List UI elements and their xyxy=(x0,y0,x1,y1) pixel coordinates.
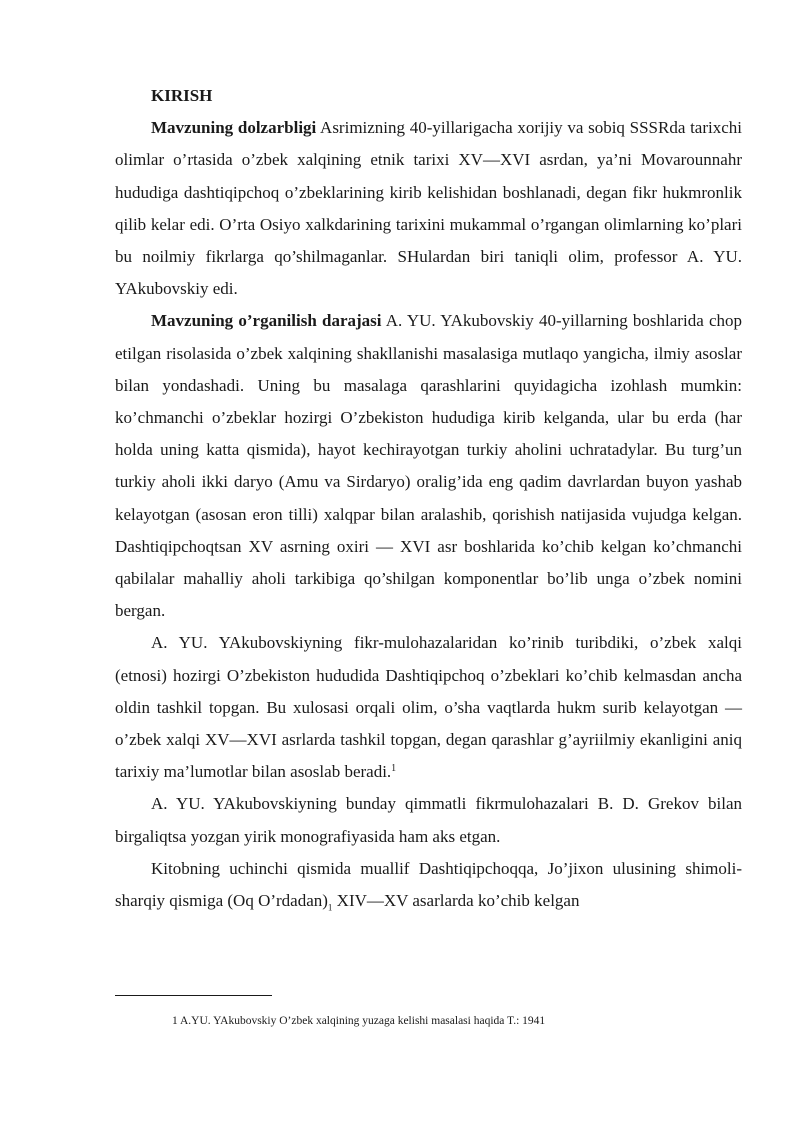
paragraph-conclusions xyxy=(115,627,742,788)
footnote: 1 A.YU. YAkubovskiy O’zbek xalqining yuzaga kelishi masalasi haqida T.: 1941 xyxy=(172,1015,546,1027)
inline-mark: 1 xyxy=(327,902,333,913)
paragraph-relevance xyxy=(115,112,742,305)
paragraph-book-part xyxy=(115,853,742,924)
document-body xyxy=(115,80,742,924)
paragraph-text: A. YU. YAkubovskiyning bunday qimmatli fikrmulohazalari B. D. Grekov bilan birgaliqtsa yozgan yirik monografiyasida ham aks etgan. xyxy=(115,794,742,846)
paragraph-lead: Mavzuning o’rganilish darajasi xyxy=(151,311,382,331)
footnote-reference[interactable]: 1 xyxy=(391,763,397,775)
paragraph-text: Kitobning uchinchi qismida muallif Dashtiqipchoqqa, Jo’jixon ulusining shimoli-sharqiy qismiga (Oq O’rdadan) xyxy=(115,858,742,911)
paragraph-text: A. YU. YAkubovskiy 40-yillarning boshlarida chop etilgan risolasida o’zbek xalqining shakllanishi masalasiga mutlaqo yangicha, ilmiy asoslar bilan yondashadi. Uning bu masalaga qarashlarini quyidagicha izohlash mumkin: ko’chmanchi o’zbeklar hozirgi O’zbekiston hududiga kirib kelganda, ular bu erda (har holda uning katta qismida), hayot kechirayotgan turkiy aholini uchratadylar. Bu turg’un turkiy aholi ikki daryo (Amu va Sirdaryo) oralig’ida eng qadim davrlardan buyon yashab kelayotgan (asosan eron tilli) xalqpar bilan aralashib, qorishish natijasida vujudga kelgan. Dashtiqipchoqtsan XV asrning oxiri — XVI asr boshlarida ko’chib kelgan ko’chmanchi qabilalar mahalliy aholi tarkibiga qo’shilgan komponentlar bo’lib unga o’zbek nomini bergan. xyxy=(115,311,742,621)
paragraph-text: Asrimizning 40-yillarigacha xorijiy va sobiq SSSRda tarixchi olimlar o’rtasida o’zbek xalqining etnik tarixi XV—XVI asrdan, ya’ni Movarounnahr hududiga dashtiqipchoq o’zbeklarining kirib kelishidan boshlanadi, degan fikr hukmronlik qilib kelar edi. O’rta Osiyo xalkdarining tarixini mukammal o’rgangan olimlarning ko’plari bu noilmiy fikrlarga qo’shilmaganlar. SHulardan biri taniqli olim, professor A. YU. YAkubovskiy edi. xyxy=(115,118,742,299)
section-heading: KIRISH xyxy=(151,86,213,105)
paragraph-text: XIV—XV asarlarda ko’chib kelgan xyxy=(332,891,580,911)
paragraph-monograph xyxy=(115,788,742,852)
paragraph-study-degree xyxy=(115,305,742,627)
paragraph-text: A. YU. YAkubovskiyning fikr-mulohazalaridan ko’rinib turibdiki, o’zbek xalqi (etnosi) hozirgi O’zbekiston hududida Dashtiqipchoq o’zbeklari ko’chib kelmasdan ancha oldin tashkil topgan. Bu xulosasi orqali olim, o’sha vaqtlarda hukm surib kelayotgan — o’zbek xalqi XV—XVI asrlarda tashkil topgan, degan qarashlar g’ayriilmiy ekanligini aniq tarixiy ma’lumotlar bilan asoslab beradi. xyxy=(115,633,742,782)
paragraph-lead: Mavzuning dolzarbligi xyxy=(151,118,317,138)
footnote-separator xyxy=(115,995,272,996)
